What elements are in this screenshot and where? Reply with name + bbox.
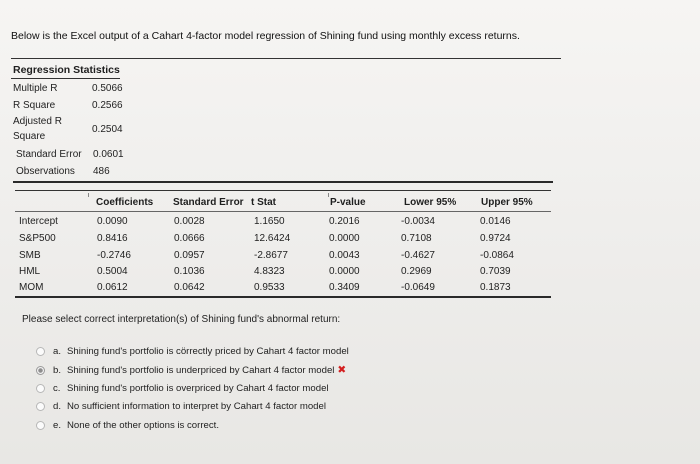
table-cell: 0.2969 — [401, 266, 432, 277]
option-text: Shining fund's portfolio is cörrectly priced by Cahart 4 factor model — [67, 345, 349, 357]
answer-option-a[interactable] — [36, 344, 349, 358]
stat-label: Standard Error — [16, 149, 82, 160]
table-cell: 0.0028 — [174, 216, 205, 227]
option-text: None of the other options is correct. — [67, 419, 219, 431]
option-text: Shining fund's portfolio is overpriced by Cahart 4 factor model — [67, 382, 329, 394]
table-cell: -0.4627 — [401, 250, 435, 261]
col-header: Coefficients — [96, 197, 154, 208]
table-cell: 0.0642 — [174, 282, 205, 293]
radio-button-selected[interactable] — [36, 366, 45, 375]
table-cell: 0.0000 — [329, 233, 360, 244]
divider — [11, 78, 120, 79]
table-cell: 12.6424 — [254, 233, 291, 244]
table-cell: 0.0612 — [97, 282, 128, 293]
option-text: Shining fund's portfolio is underpriced by Cahart 4 factor model — [67, 364, 335, 376]
col-header: P-value — [330, 197, 366, 208]
table-cell: 0.0000 — [329, 266, 360, 277]
table-cell: 0.2016 — [329, 216, 360, 227]
table-cell: 0.8416 — [97, 233, 128, 244]
divider — [11, 58, 561, 59]
table-cell: -0.0034 — [401, 216, 435, 227]
col-header: Lower 95% — [404, 197, 457, 208]
column-tick — [328, 193, 329, 197]
row-label: SMB — [19, 250, 41, 261]
table-cell: 0.1873 — [480, 282, 511, 293]
table-cell: 0.0666 — [174, 233, 205, 244]
divider — [15, 211, 551, 212]
table-cell: 4.8323 — [254, 266, 285, 277]
column-tick — [88, 193, 89, 197]
divider — [13, 181, 553, 183]
intro-text: Below is the Excel output of a Cahart 4-factor model regression of Shining fund using monthly excess returns. — [11, 30, 520, 42]
table-cell: 0.5004 — [97, 266, 128, 277]
stat-value: 0.2504 — [92, 124, 123, 135]
stat-label: Adjusted R — [13, 116, 62, 127]
table-cell: 0.0957 — [174, 250, 205, 261]
option-letter: a. — [53, 345, 62, 357]
radio-button[interactable] — [36, 402, 45, 411]
option-letter: b. — [53, 364, 62, 376]
answer-option-d[interactable] — [36, 399, 326, 413]
regression-stats-title: Regression Statistics — [13, 64, 120, 76]
table-cell: 0.9533 — [254, 282, 285, 293]
row-label: MOM — [19, 282, 44, 293]
option-letter: d. — [53, 400, 62, 412]
table-cell: 0.9724 — [480, 233, 511, 244]
col-header: Upper 95% — [481, 197, 533, 208]
question-text: Please select correct interpretation(s) of Shining fund's abnormal return: — [22, 314, 341, 325]
table-cell: -0.2746 — [97, 250, 131, 261]
option-letter: e. — [53, 419, 62, 431]
table-cell: 0.7039 — [480, 266, 511, 277]
row-label: Intercept — [19, 216, 58, 227]
divider — [15, 190, 551, 191]
stat-label: Observations — [16, 166, 75, 177]
table-cell: 0.0146 — [480, 216, 511, 227]
stat-label: Multiple R — [13, 83, 58, 94]
option-letter: c. — [53, 382, 61, 394]
answer-option-b[interactable] — [36, 363, 346, 377]
radio-button[interactable] — [36, 347, 45, 356]
stat-value: 486 — [93, 166, 110, 177]
table-cell: 0.3409 — [329, 282, 360, 293]
col-header: Standard Error — [173, 197, 244, 208]
table-cell: 1.1650 — [254, 216, 285, 227]
table-cell: -2.8677 — [254, 250, 288, 261]
stat-value: 0.2566 — [92, 100, 123, 111]
stat-value: 0.5066 — [92, 83, 123, 94]
table-cell: 0.1036 — [174, 266, 205, 277]
option-text: No sufficient information to interpret by Cahart 4 factor model — [67, 400, 326, 412]
stat-label: R Square — [13, 100, 56, 111]
answer-option-c[interactable] — [36, 381, 329, 395]
row-label: HML — [19, 266, 41, 277]
stat-value: 0.0601 — [93, 149, 124, 160]
table-cell: -0.0864 — [480, 250, 514, 261]
table-cell: 0.7108 — [401, 233, 432, 244]
radio-button[interactable] — [36, 421, 45, 430]
row-label: S&P500 — [19, 233, 56, 244]
table-cell: 0.0090 — [97, 216, 128, 227]
stat-label: Square — [13, 131, 46, 142]
incorrect-x-icon: ✖ — [337, 364, 347, 376]
table-cell: -0.0649 — [401, 282, 435, 293]
col-header: t Stat — [251, 197, 276, 208]
radio-button[interactable] — [36, 384, 45, 393]
table-cell: 0.0043 — [329, 250, 360, 261]
answer-option-e[interactable] — [36, 418, 219, 432]
divider — [15, 296, 551, 298]
